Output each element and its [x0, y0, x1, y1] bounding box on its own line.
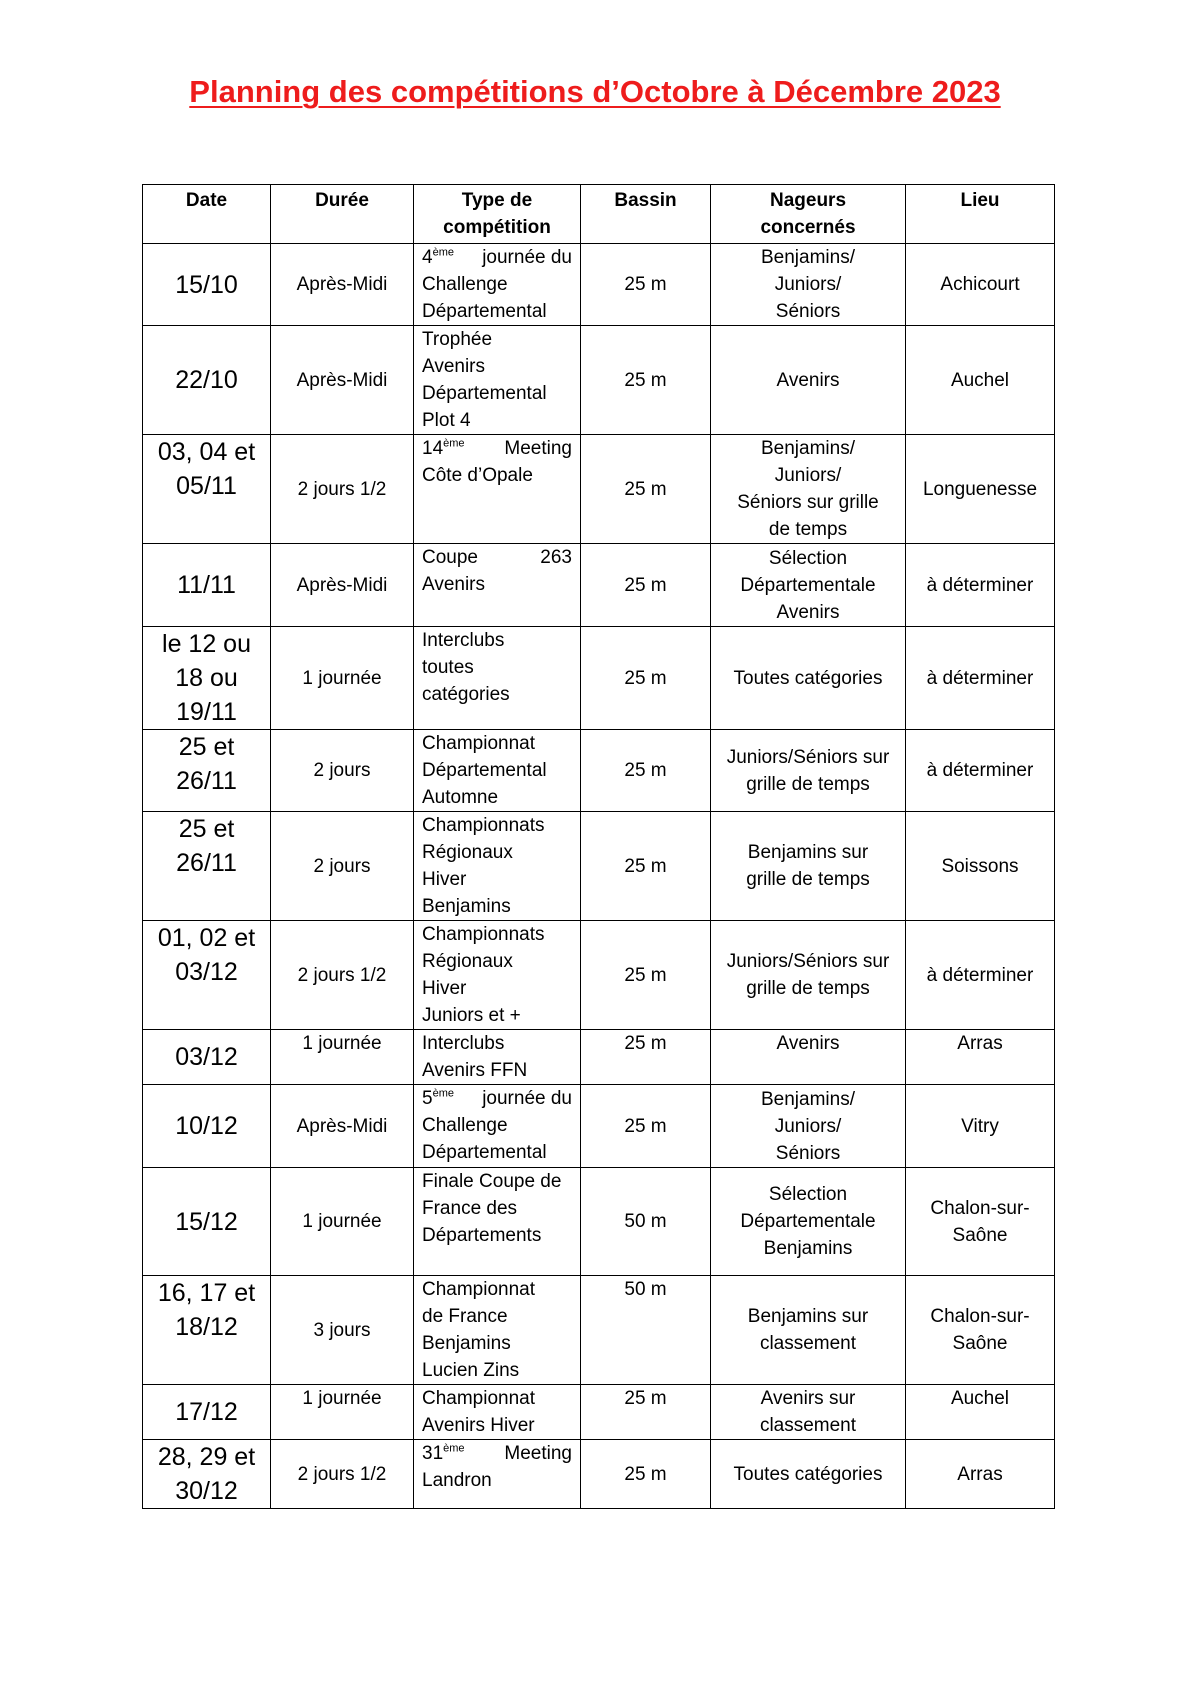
cell-line: 03, 04 et — [157, 438, 256, 466]
cell-duree — [271, 1030, 414, 1085]
cell-line: Trophée — [422, 329, 493, 350]
table-row — [143, 544, 1055, 627]
cell-line: Longuenesse — [922, 478, 1038, 500]
cell-line: le 12 ou — [162, 630, 251, 658]
cell-nageurs — [711, 435, 906, 544]
cell-lieu — [906, 244, 1055, 326]
cell-line: Benjamins — [422, 1333, 511, 1354]
date-wrap — [151, 730, 262, 798]
cell-type — [414, 244, 581, 326]
ordinal-suffix: ème — [443, 1442, 465, 1455]
ordinal-suffix: ème — [443, 437, 465, 450]
cell-bassin — [581, 544, 711, 627]
table-row — [143, 435, 1055, 544]
cell-line: Soissons — [941, 855, 1019, 877]
cell-line: Juniors/ — [774, 1115, 842, 1137]
cell-date — [143, 544, 271, 627]
cell-line: Benjamins — [422, 896, 511, 917]
bassin-text: 25 m — [624, 574, 667, 596]
cell-line: 05/11 — [176, 472, 237, 500]
cell-line — [422, 1440, 572, 1467]
cell-duree — [271, 1385, 414, 1440]
cell-nageurs — [711, 1030, 906, 1085]
bassin-text: 25 m — [624, 478, 667, 500]
cell-lieu — [906, 1085, 1055, 1168]
cell-line: classement — [759, 1333, 857, 1354]
table-row — [143, 1440, 1055, 1509]
bassin-text: 25 m — [624, 964, 667, 986]
table-row — [143, 627, 1055, 730]
cell-line: catégories — [422, 684, 510, 705]
cell-line: 10/12 — [175, 1112, 238, 1140]
cell-line: Départemental — [422, 760, 547, 781]
date-wrap — [151, 1276, 262, 1344]
cell-type — [414, 730, 581, 812]
cell-line: Saône — [952, 1224, 1008, 1246]
cell-line: à déterminer — [926, 667, 1034, 689]
cell-bassin — [581, 1276, 711, 1385]
table-row — [143, 1385, 1055, 1440]
cell-line: Juniors/Séniors sur — [726, 951, 890, 972]
cell-duree — [271, 1168, 414, 1276]
duree-text: 2 jours 1/2 — [297, 478, 387, 500]
cell-lieu — [906, 1440, 1055, 1509]
cell-line: 25 et — [178, 733, 235, 761]
cell-line: Avenirs sur — [760, 1388, 856, 1409]
bassin-text: 25 m — [624, 1033, 667, 1054]
cell-line: Juniors/ — [774, 274, 842, 295]
bassin-text: 25 m — [624, 274, 667, 295]
cell-lieu — [906, 812, 1055, 921]
competition-table — [142, 184, 1055, 1509]
date-wrap — [151, 544, 262, 626]
table-row — [143, 812, 1055, 921]
date-wrap — [151, 1030, 262, 1084]
header-lieu: Lieu — [906, 185, 1055, 244]
cell-bassin — [581, 812, 711, 921]
cell-line: à déterminer — [926, 574, 1034, 596]
cell-duree — [271, 435, 414, 544]
bassin-text: 25 m — [624, 667, 667, 689]
cell-line: à déterminer — [926, 760, 1034, 781]
cell-nageurs — [711, 921, 906, 1030]
cell-line: Juniors/ — [774, 465, 842, 486]
cell-type — [414, 1276, 581, 1385]
duree-text: 3 jours — [313, 1319, 371, 1341]
cell-duree — [271, 1440, 414, 1509]
ordinal-text: Meeting — [504, 1443, 572, 1464]
cell-date — [143, 1385, 271, 1440]
date-wrap — [151, 627, 262, 729]
cell-line: Toutes catégories — [733, 1463, 883, 1485]
cell-line: Benjamins sur — [747, 1306, 869, 1327]
cell-type — [414, 544, 581, 627]
cell-line: grille de temps — [746, 773, 870, 795]
duree-text: 1 journée — [302, 1211, 382, 1232]
duree-text: 1 journée — [302, 1033, 382, 1054]
date-wrap — [151, 1085, 262, 1167]
cell-nageurs — [711, 812, 906, 921]
cell-line: Départementale — [740, 574, 876, 596]
cell-line: Avenirs FFN — [422, 1060, 528, 1081]
cell-line: 11/11 — [177, 571, 236, 599]
cell-line: 15/10 — [175, 270, 238, 299]
cell-lieu — [906, 1030, 1055, 1085]
cell-type — [414, 1085, 581, 1168]
cell-line: Interclubs — [422, 630, 505, 651]
date-wrap — [151, 326, 262, 434]
cell-line: 03/12 — [175, 958, 238, 986]
cell-line: 19/11 — [176, 698, 237, 726]
cell-line: Lucien Zins — [422, 1360, 520, 1381]
cell-bassin — [581, 1168, 711, 1276]
cell-line: Hiver — [422, 978, 467, 999]
bassin-text: 25 m — [624, 1388, 667, 1409]
ordinal: 4ème — [422, 246, 454, 268]
cell-line: Avenirs — [776, 1033, 840, 1054]
cell-nageurs — [711, 1385, 906, 1440]
cell-type — [414, 435, 581, 544]
cell-line: Chalon-sur- — [930, 1306, 1030, 1327]
cell-line: Régionaux — [422, 951, 513, 972]
cell-line: Benjamins — [763, 1238, 853, 1259]
cell-line: à déterminer — [926, 964, 1034, 986]
cell-line: Auchel — [950, 369, 1010, 391]
cell-date — [143, 812, 271, 921]
date-wrap — [151, 244, 262, 325]
cell-lieu — [906, 544, 1055, 627]
cell-line: Avenirs — [776, 601, 840, 623]
cell-bassin — [581, 326, 711, 435]
cell-line: Vitry — [961, 1115, 999, 1137]
cell-line: Toutes catégories — [733, 667, 883, 689]
duree-text: 1 journée — [302, 1388, 382, 1409]
cell-line: 16, 17 et — [157, 1279, 256, 1307]
ordinal-suffix: ème — [432, 1087, 454, 1100]
duree-text: 2 jours — [313, 855, 371, 877]
cell-line: grille de temps — [746, 869, 870, 890]
cell-line: Achicourt — [940, 274, 1020, 295]
cell-line: 03/12 — [175, 1043, 238, 1071]
cell-nageurs — [711, 1276, 906, 1385]
cell-line: Landron — [422, 1470, 492, 1491]
cell-bassin — [581, 435, 711, 544]
cell-nageurs — [711, 627, 906, 730]
cell-line: Challenge — [422, 1115, 508, 1136]
cell-type — [414, 1440, 581, 1509]
ordinal-text: journée du — [482, 247, 572, 268]
cell-duree — [271, 627, 414, 730]
cell-line: 15/12 — [175, 1207, 238, 1236]
cell-line: Benjamins sur — [747, 842, 869, 863]
cell-line: Finale Coupe de — [422, 1171, 562, 1192]
cell-line — [422, 435, 572, 462]
cell-duree — [271, 730, 414, 812]
cell-line: 25 et — [178, 815, 235, 843]
cell-date — [143, 326, 271, 435]
table-row — [143, 1030, 1055, 1085]
cell-bassin — [581, 921, 711, 1030]
cell-date — [143, 435, 271, 544]
cell-line: Arras — [957, 1463, 1003, 1485]
cell-line: Départemental — [422, 383, 547, 404]
date-wrap — [151, 921, 262, 989]
cell-lieu — [906, 921, 1055, 1030]
cell-lieu — [906, 627, 1055, 730]
cell-line: Automne — [422, 787, 499, 808]
cell-line: Benjamins/ — [761, 438, 855, 459]
cell-line: 17/12 — [175, 1398, 238, 1426]
cell-date — [143, 1030, 271, 1085]
cell-line: toutes — [422, 657, 474, 678]
cell-line: 28, 29 et — [157, 1443, 256, 1471]
cell-line: Plot 4 — [422, 410, 471, 431]
table-row — [143, 730, 1055, 812]
cell-bassin — [581, 1440, 711, 1509]
ordinal: 31ème — [422, 1442, 465, 1464]
cell-line: Départemental — [422, 301, 547, 322]
header-row — [143, 185, 1055, 244]
header-type: Type de compétition — [414, 185, 581, 244]
cell-line: Championnats — [422, 924, 545, 945]
cell-type — [414, 1168, 581, 1276]
cell-line: de temps — [768, 519, 848, 540]
cell-bassin — [581, 627, 711, 730]
table-row — [143, 244, 1055, 326]
cell-nageurs — [711, 730, 906, 812]
cell-bassin — [581, 1030, 711, 1085]
cell-date — [143, 1085, 271, 1168]
header-duree: Durée — [271, 185, 414, 244]
cell-type — [414, 627, 581, 730]
cell-line: 01, 02 et — [157, 924, 256, 952]
cell-line: Interclubs — [422, 1033, 505, 1054]
cell-line: Coupe 263 — [422, 547, 572, 568]
cell-nageurs — [711, 1168, 906, 1276]
ordinal: 14ème — [422, 437, 465, 459]
bassin-text: 25 m — [624, 1463, 667, 1485]
cell-line: Juniors/Séniors sur — [726, 746, 890, 768]
header-nageurs: Nageurs concernés — [711, 185, 906, 244]
cell-date — [143, 244, 271, 326]
duree-text: Après-Midi — [296, 369, 388, 391]
duree-text: 2 jours — [313, 760, 371, 781]
header-date: Date — [143, 185, 271, 244]
cell-line: Juniors et + — [422, 1005, 521, 1026]
cell-line: Séniors sur grille — [737, 492, 879, 513]
page-title: Planning des compétitions d’Octobre à Décembre 2023 — [189, 74, 1001, 109]
cell-date — [143, 1276, 271, 1385]
cell-line: Saône — [952, 1333, 1008, 1354]
cell-bassin — [581, 244, 711, 326]
cell-line: Avenirs — [422, 574, 486, 595]
cell-line — [422, 244, 572, 271]
cell-line: Championnat — [422, 1388, 536, 1409]
cell-line: de France — [422, 1306, 508, 1327]
cell-line: Départementale — [740, 1211, 876, 1232]
table-row — [143, 1276, 1055, 1385]
cell-line: Championnats — [422, 815, 545, 836]
cell-line: Challenge — [422, 274, 508, 295]
duree-text: Après-Midi — [296, 1115, 388, 1137]
cell-line: Régionaux — [422, 842, 513, 863]
cell-date — [143, 921, 271, 1030]
cell-line: Séniors — [775, 301, 841, 322]
cell-line: Arras — [957, 1033, 1003, 1054]
cell-line: 18/12 — [175, 1313, 238, 1341]
cell-duree — [271, 244, 414, 326]
cell-duree — [271, 326, 414, 435]
cell-nageurs — [711, 244, 906, 326]
duree-text: Après-Midi — [296, 274, 388, 295]
duree-text: 2 jours 1/2 — [297, 964, 387, 986]
cell-duree — [271, 812, 414, 921]
bassin-text: 50 m — [624, 1279, 667, 1300]
cell-date — [143, 627, 271, 730]
cell-line: Avenirs — [776, 369, 840, 391]
cell-line: Benjamins/ — [761, 247, 855, 268]
cell-duree — [271, 544, 414, 627]
cell-line: Avenirs Hiver — [422, 1415, 535, 1436]
cell-type — [414, 1030, 581, 1085]
cell-date — [143, 1168, 271, 1276]
cell-line: Côte d’Opale — [422, 465, 533, 486]
cell-line: Sélection — [768, 547, 848, 569]
cell-nageurs — [711, 1085, 906, 1168]
cell-type — [414, 921, 581, 1030]
cell-lieu — [906, 730, 1055, 812]
cell-lieu — [906, 1276, 1055, 1385]
cell-nageurs — [711, 326, 906, 435]
ordinal: 5ème — [422, 1087, 454, 1109]
table-row — [143, 1085, 1055, 1168]
cell-duree — [271, 1276, 414, 1385]
cell-line: 22/10 — [175, 366, 238, 394]
cell-line: 30/12 — [175, 1477, 238, 1505]
cell-line: Départemental — [422, 1142, 547, 1163]
cell-line: Sélection — [768, 1184, 848, 1205]
cell-bassin — [581, 1085, 711, 1168]
bassin-text: 25 m — [624, 1115, 667, 1137]
cell-line: classement — [759, 1415, 857, 1436]
bassin-text: 25 m — [624, 760, 667, 781]
cell-line — [422, 1085, 572, 1112]
bassin-text: 50 m — [624, 1211, 667, 1232]
cell-line: Auchel — [950, 1388, 1010, 1409]
cell-line: 18 ou — [175, 664, 238, 692]
date-wrap — [151, 812, 262, 880]
cell-line: 26/11 — [176, 767, 237, 795]
cell-duree — [271, 921, 414, 1030]
ordinal-suffix: ème — [432, 246, 454, 259]
cell-line: Championnat — [422, 733, 536, 754]
cell-line: Benjamins/ — [761, 1088, 855, 1110]
date-wrap — [151, 1385, 262, 1439]
cell-date — [143, 1440, 271, 1509]
cell-type — [414, 812, 581, 921]
cell-type — [414, 1385, 581, 1440]
table-row — [143, 921, 1055, 1030]
cell-lieu — [906, 326, 1055, 435]
ordinal-text: journée du — [482, 1088, 572, 1109]
ordinal-text: Meeting — [504, 438, 572, 459]
cell-line: Avenirs — [422, 356, 486, 377]
cell-line: Hiver — [422, 869, 467, 890]
cell-type — [414, 326, 581, 435]
duree-text: 1 journée — [302, 667, 382, 689]
cell-line: Séniors — [775, 1142, 841, 1164]
cell-nageurs — [711, 544, 906, 627]
cell-lieu — [906, 435, 1055, 544]
cell-lieu — [906, 1385, 1055, 1440]
cell-line: 26/11 — [176, 849, 237, 877]
cell-duree — [271, 1085, 414, 1168]
bassin-text: 25 m — [624, 855, 667, 877]
duree-text: 2 jours 1/2 — [297, 1463, 387, 1485]
cell-date — [143, 730, 271, 812]
cell-line: Départements — [422, 1225, 542, 1246]
date-wrap — [151, 1168, 262, 1275]
table-row — [143, 1168, 1055, 1276]
cell-line: France des — [422, 1198, 518, 1219]
date-wrap — [151, 1440, 262, 1508]
cell-line: grille de temps — [746, 978, 870, 999]
header-bassin: Bassin — [581, 185, 711, 244]
cell-line: Chalon-sur- — [930, 1197, 1030, 1219]
duree-text: Après-Midi — [296, 574, 388, 596]
cell-line: Championnat — [422, 1279, 536, 1300]
cell-bassin — [581, 1385, 711, 1440]
cell-bassin — [581, 730, 711, 812]
cell-nageurs — [711, 1440, 906, 1509]
table-row — [143, 326, 1055, 435]
date-wrap — [151, 435, 262, 503]
cell-lieu — [906, 1168, 1055, 1276]
bassin-text: 25 m — [624, 369, 667, 391]
